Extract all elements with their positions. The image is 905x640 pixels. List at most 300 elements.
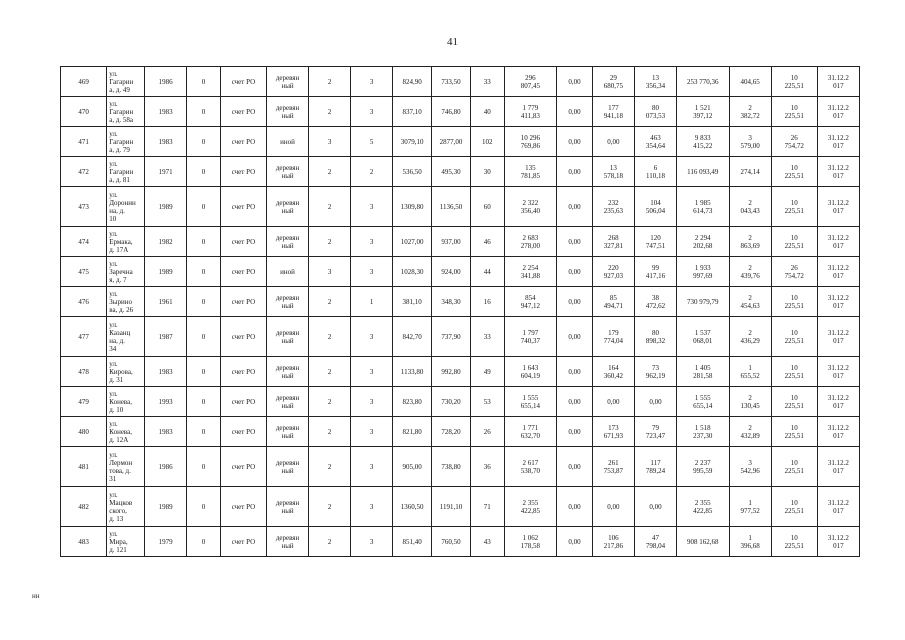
table-row [61, 487, 860, 527]
table-cell-floors: 2 [309, 527, 351, 557]
table-row [61, 127, 860, 157]
table-cell-no: 476 [61, 287, 107, 317]
table-cell-people: 40 [470, 97, 504, 127]
table-cell-year: 1986 [145, 447, 187, 487]
table-cell-zero: 0 [187, 317, 221, 357]
table-cell-fund: счет РО [220, 487, 266, 527]
table-cell-no: 482 [61, 487, 107, 527]
table-cell-c3: 0,00 [634, 387, 676, 417]
table-cell-date: 31.12.2 017 [817, 417, 859, 447]
table-cell-no: 473 [61, 187, 107, 227]
table-cell-floors: 2 [309, 187, 351, 227]
table-cell-wall: деревян ный [267, 317, 309, 357]
table-row [61, 317, 860, 357]
table-row [61, 527, 860, 557]
table-cell-fund: счет РО [220, 227, 266, 257]
table-cell-addr: ул. Зырино ва, д. 26 [107, 287, 145, 317]
table-cell-fund: счет РО [220, 527, 266, 557]
table-cell-year: 1971 [145, 157, 187, 187]
table-cell-year: 1987 [145, 317, 187, 357]
table-cell-c2: 268 327,81 [592, 227, 634, 257]
table-cell-floors: 2 [309, 387, 351, 417]
table-cell-c4: 1 518 237,30 [676, 417, 729, 447]
table-cell-date: 31.12.2 017 [817, 257, 859, 287]
table-cell-wall: деревян ный [267, 417, 309, 447]
table-cell-people: 102 [470, 127, 504, 157]
table-cell-c6: 10 225,51 [771, 157, 817, 187]
table-cell-cost: 1 555 655,14 [504, 387, 557, 417]
table-cell-fund: счет РО [220, 447, 266, 487]
table-row [61, 357, 860, 387]
table-cell-c2: 173 671,93 [592, 417, 634, 447]
table-cell-wall: деревян ный [267, 447, 309, 487]
table-cell-floors: 2 [309, 97, 351, 127]
housing-table-wrapper [60, 66, 860, 557]
table-cell-zero: 0 [187, 187, 221, 227]
table-cell-addr: ул. Гагарин а, д. 58а [107, 97, 145, 127]
table-cell-entr: 3 [351, 527, 393, 557]
table-cell-addr: ул. Конева, д. 12А [107, 417, 145, 447]
table-cell-c4: 253 770,36 [676, 67, 729, 97]
table-cell-c4: 1 521 397,12 [676, 97, 729, 127]
table-cell-zero: 0 [187, 357, 221, 387]
table-cell-date: 31.12.2 017 [817, 187, 859, 227]
footer-mark: нн [32, 592, 40, 600]
table-cell-floors: 2 [309, 417, 351, 447]
table-cell-date: 31.12.2 017 [817, 317, 859, 357]
table-cell-addr: ул. Лермон това, д. 31 [107, 447, 145, 487]
table-cell-area2: 760,50 [432, 527, 471, 557]
table-cell-people: 26 [470, 417, 504, 447]
table-cell-addr: ул. Гагарин а, д. 49 [107, 67, 145, 97]
table-cell-area1: 851,40 [393, 527, 432, 557]
table-cell-area1: 3079,10 [393, 127, 432, 157]
table-cell-fund: счет РО [220, 417, 266, 447]
table-cell-entr: 3 [351, 487, 393, 527]
table-cell-c2: 261 753,87 [592, 447, 634, 487]
table-cell-floors: 2 [309, 447, 351, 487]
table-cell-date: 31.12.2 017 [817, 97, 859, 127]
table-cell-people: 30 [470, 157, 504, 187]
table-cell-c3: 6 110,18 [634, 157, 676, 187]
table-cell-area2: 737,90 [432, 317, 471, 357]
table-cell-date: 31.12.2 017 [817, 227, 859, 257]
table-cell-c3: 38 472,62 [634, 287, 676, 317]
table-cell-year: 1989 [145, 187, 187, 227]
table-cell-floors: 2 [309, 67, 351, 97]
table-cell-c6: 10 225,51 [771, 387, 817, 417]
table-cell-year: 1986 [145, 67, 187, 97]
table-cell-fund: счет РО [220, 357, 266, 387]
table-cell-no: 478 [61, 357, 107, 387]
table-row [61, 417, 860, 447]
table-row [61, 447, 860, 487]
table-cell-c4: 1 933 997,69 [676, 257, 729, 287]
table-cell-c1: 0,00 [557, 227, 593, 257]
table-cell-c3: 117 789,24 [634, 447, 676, 487]
table-cell-no: 469 [61, 67, 107, 97]
table-cell-year: 1983 [145, 417, 187, 447]
table-cell-area2: 992,80 [432, 357, 471, 387]
table-cell-c3: 463 354,64 [634, 127, 676, 157]
table-cell-zero: 0 [187, 287, 221, 317]
table-cell-c3: 104 506,04 [634, 187, 676, 227]
table-cell-floors: 3 [309, 257, 351, 287]
table-cell-c4: 2 237 995,59 [676, 447, 729, 487]
table-row [61, 187, 860, 227]
table-cell-c5: 2 130,45 [729, 387, 771, 417]
table-cell-c2: 0,00 [592, 387, 634, 417]
table-cell-year: 1983 [145, 357, 187, 387]
table-cell-wall: иной [267, 127, 309, 157]
table-cell-c4: 908 162,68 [676, 527, 729, 557]
table-cell-c6: 10 225,51 [771, 97, 817, 127]
table-cell-cost: 2 683 278,00 [504, 227, 557, 257]
table-cell-c1: 0,00 [557, 317, 593, 357]
table-cell-c3: 120 747,51 [634, 227, 676, 257]
table-cell-fund: счет РО [220, 257, 266, 287]
table-cell-area1: 905,00 [393, 447, 432, 487]
table-cell-floors: 2 [309, 357, 351, 387]
table-cell-no: 472 [61, 157, 107, 187]
table-cell-fund: счет РО [220, 67, 266, 97]
table-cell-c4: 2 355 422,85 [676, 487, 729, 527]
table-cell-c2: 0,00 [592, 127, 634, 157]
table-row [61, 67, 860, 97]
table-cell-no: 479 [61, 387, 107, 417]
table-cell-addr: ул. Ермака, д. 17А [107, 227, 145, 257]
table-cell-addr: ул. Мацков ского, д. 13 [107, 487, 145, 527]
table-cell-c1: 0,00 [557, 527, 593, 557]
table-cell-people: 44 [470, 257, 504, 287]
table-cell-entr: 3 [351, 257, 393, 287]
table-cell-c2: 164 360,42 [592, 357, 634, 387]
table-cell-year: 1979 [145, 527, 187, 557]
table-cell-people: 33 [470, 317, 504, 357]
table-cell-area1: 842,70 [393, 317, 432, 357]
table-cell-no: 471 [61, 127, 107, 157]
table-cell-c2: 13 578,18 [592, 157, 634, 187]
table-cell-c5: 3 579,00 [729, 127, 771, 157]
table-cell-c6: 26 754,72 [771, 127, 817, 157]
table-cell-zero: 0 [187, 97, 221, 127]
table-cell-wall: деревян ный [267, 487, 309, 527]
table-cell-year: 1983 [145, 97, 187, 127]
table-cell-entr: 3 [351, 417, 393, 447]
table-cell-people: 71 [470, 487, 504, 527]
table-cell-c4: 116 093,49 [676, 157, 729, 187]
table-cell-c6: 10 225,51 [771, 357, 817, 387]
table-cell-c5: 1 977,52 [729, 487, 771, 527]
table-cell-fund: счет РО [220, 97, 266, 127]
table-cell-c2: 220 927,03 [592, 257, 634, 287]
table-cell-area2: 924,00 [432, 257, 471, 287]
table-cell-zero: 0 [187, 157, 221, 187]
table-cell-c4: 1 405 281,58 [676, 357, 729, 387]
table-cell-cost: 854 947,12 [504, 287, 557, 317]
table-cell-wall: деревян ный [267, 97, 309, 127]
table-cell-c3: 13 356,34 [634, 67, 676, 97]
table-cell-cost: 1 779 411,83 [504, 97, 557, 127]
table-cell-people: 46 [470, 227, 504, 257]
table-cell-zero: 0 [187, 127, 221, 157]
table-cell-entr: 3 [351, 387, 393, 417]
table-body [61, 67, 860, 557]
table-cell-fund: счет РО [220, 317, 266, 357]
table-cell-c5: 2 454,63 [729, 287, 771, 317]
table-cell-area2: 1191,10 [432, 487, 471, 527]
table-cell-zero: 0 [187, 67, 221, 97]
table-cell-wall: деревян ный [267, 157, 309, 187]
table-cell-year: 1961 [145, 287, 187, 317]
housing-table [60, 66, 860, 557]
table-cell-cost: 1 797 740,37 [504, 317, 557, 357]
table-cell-entr: 3 [351, 227, 393, 257]
table-cell-c4: 1 985 614,73 [676, 187, 729, 227]
table-cell-area1: 1027,00 [393, 227, 432, 257]
table-cell-entr: 3 [351, 357, 393, 387]
table-cell-area2: 738,80 [432, 447, 471, 487]
table-cell-c1: 0,00 [557, 357, 593, 387]
table-cell-c6: 10 225,51 [771, 287, 817, 317]
table-cell-area1: 837,10 [393, 97, 432, 127]
table-cell-c2: 85 494,71 [592, 287, 634, 317]
table-cell-entr: 1 [351, 287, 393, 317]
table-cell-people: 43 [470, 527, 504, 557]
table-cell-c1: 0,00 [557, 287, 593, 317]
table-cell-no: 480 [61, 417, 107, 447]
table-cell-cost: 10 296 769,86 [504, 127, 557, 157]
table-cell-cost: 2 254 341,88 [504, 257, 557, 287]
table-cell-date: 31.12.2 017 [817, 287, 859, 317]
table-cell-c1: 0,00 [557, 447, 593, 487]
table-cell-c5: 2 863,69 [729, 227, 771, 257]
table-cell-area1: 824,90 [393, 67, 432, 97]
table-cell-area2: 348,30 [432, 287, 471, 317]
table-cell-no: 477 [61, 317, 107, 357]
table-cell-entr: 3 [351, 317, 393, 357]
table-cell-cost: 296 807,45 [504, 67, 557, 97]
table-cell-area2: 728,20 [432, 417, 471, 447]
table-cell-people: 16 [470, 287, 504, 317]
page-number: 41 [447, 36, 458, 48]
table-cell-people: 49 [470, 357, 504, 387]
table-cell-fund: счет РО [220, 387, 266, 417]
table-cell-c6: 10 225,51 [771, 317, 817, 357]
table-cell-zero: 0 [187, 387, 221, 417]
table-cell-fund: счет РО [220, 157, 266, 187]
table-cell-date: 31.12.2 017 [817, 157, 859, 187]
table-cell-c5: 1 396,68 [729, 527, 771, 557]
table-cell-floors: 2 [309, 157, 351, 187]
table-cell-addr: ул. Доронин на, д. 10 [107, 187, 145, 227]
table-cell-year: 1989 [145, 257, 187, 287]
table-cell-c2: 0,00 [592, 487, 634, 527]
table-cell-addr: ул. Заречна я, д. 7 [107, 257, 145, 287]
table-cell-area2: 730,20 [432, 387, 471, 417]
table-cell-c4: 2 294 202,68 [676, 227, 729, 257]
table-row [61, 257, 860, 287]
table-cell-zero: 0 [187, 447, 221, 487]
table-cell-c6: 26 754,72 [771, 257, 817, 287]
table-cell-area2: 495,30 [432, 157, 471, 187]
table-cell-addr: ул. Гагарин а, д. 81 [107, 157, 145, 187]
table-cell-c3: 73 962,19 [634, 357, 676, 387]
table-cell-people: 36 [470, 447, 504, 487]
table-cell-entr: 3 [351, 67, 393, 97]
table-cell-cost: 2 322 356,40 [504, 187, 557, 227]
table-cell-zero: 0 [187, 487, 221, 527]
table-cell-floors: 2 [309, 487, 351, 527]
table-cell-wall: деревян ный [267, 527, 309, 557]
table-cell-area1: 1360,50 [393, 487, 432, 527]
table-cell-c5: 3 542,96 [729, 447, 771, 487]
table-cell-c3: 80 898,32 [634, 317, 676, 357]
table-cell-c4: 9 833 415,22 [676, 127, 729, 157]
table-cell-area2: 746,80 [432, 97, 471, 127]
table-cell-c1: 0,00 [557, 67, 593, 97]
table-cell-date: 31.12.2 017 [817, 527, 859, 557]
table-cell-floors: 2 [309, 287, 351, 317]
table-cell-c5: 2 432,89 [729, 417, 771, 447]
table-cell-c4: 730 979,79 [676, 287, 729, 317]
table-cell-c5: 2 382,72 [729, 97, 771, 127]
table-cell-year: 1983 [145, 127, 187, 157]
table-cell-no: 470 [61, 97, 107, 127]
table-cell-year: 1993 [145, 387, 187, 417]
table-cell-addr: ул. Конева, д. 10 [107, 387, 145, 417]
table-cell-area1: 1309,80 [393, 187, 432, 227]
table-cell-year: 1989 [145, 487, 187, 527]
table-cell-c6: 10 225,51 [771, 187, 817, 227]
table-cell-people: 53 [470, 387, 504, 417]
table-cell-area1: 381,10 [393, 287, 432, 317]
table-cell-area2: 1136,50 [432, 187, 471, 227]
table-row [61, 157, 860, 187]
table-cell-c6: 10 225,51 [771, 67, 817, 97]
table-cell-c5: 2 043,43 [729, 187, 771, 227]
table-cell-c3: 99 417,16 [634, 257, 676, 287]
table-cell-c1: 0,00 [557, 257, 593, 287]
table-cell-cost: 1 771 632,70 [504, 417, 557, 447]
table-cell-addr: ул. Мира, д. 121 [107, 527, 145, 557]
table-cell-c5: 2 439,76 [729, 257, 771, 287]
table-cell-c3: 0,00 [634, 487, 676, 527]
table-cell-people: 33 [470, 67, 504, 97]
table-cell-c4: 1 537 068,01 [676, 317, 729, 357]
table-cell-wall: деревян ный [267, 387, 309, 417]
table-cell-addr: ул. Кирова, д. 31 [107, 357, 145, 387]
table-cell-c5: 274,14 [729, 157, 771, 187]
table-cell-cost: 1 062 178,58 [504, 527, 557, 557]
table-cell-area1: 821,80 [393, 417, 432, 447]
table-cell-area1: 823,80 [393, 387, 432, 417]
table-cell-fund: счет РО [220, 187, 266, 227]
table-cell-wall: деревян ный [267, 357, 309, 387]
table-cell-area2: 733,50 [432, 67, 471, 97]
table-cell-cost: 2 617 538,70 [504, 447, 557, 487]
table-cell-addr: ул. Казанц на, д. 34 [107, 317, 145, 357]
table-cell-entr: 3 [351, 187, 393, 227]
table-cell-c5: 2 436,29 [729, 317, 771, 357]
table-cell-floors: 2 [309, 317, 351, 357]
table-cell-c1: 0,00 [557, 417, 593, 447]
table-row [61, 287, 860, 317]
table-cell-no: 474 [61, 227, 107, 257]
table-cell-zero: 0 [187, 417, 221, 447]
table-cell-c3: 80 073,53 [634, 97, 676, 127]
table-cell-c6: 10 225,51 [771, 227, 817, 257]
table-cell-floors: 2 [309, 227, 351, 257]
table-cell-wall: иной [267, 257, 309, 287]
table-cell-zero: 0 [187, 257, 221, 287]
table-cell-date: 31.12.2 017 [817, 487, 859, 527]
table-cell-zero: 0 [187, 527, 221, 557]
table-cell-floors: 3 [309, 127, 351, 157]
table-cell-entr: 3 [351, 447, 393, 487]
table-cell-area2: 2877,00 [432, 127, 471, 157]
table-cell-c5: 1 655,52 [729, 357, 771, 387]
table-cell-c6: 10 225,51 [771, 447, 817, 487]
table-cell-wall: деревян ный [267, 187, 309, 227]
table-cell-date: 31.12.2 017 [817, 387, 859, 417]
table-cell-c6: 10 225,51 [771, 417, 817, 447]
table-cell-c1: 0,00 [557, 487, 593, 527]
table-cell-entr: 2 [351, 157, 393, 187]
table-cell-people: 60 [470, 187, 504, 227]
table-cell-c2: 29 680,75 [592, 67, 634, 97]
table-cell-wall: деревян ный [267, 67, 309, 97]
table-cell-c2: 179 774,04 [592, 317, 634, 357]
table-cell-no: 481 [61, 447, 107, 487]
table-cell-c6: 10 225,51 [771, 487, 817, 527]
table-row [61, 97, 860, 127]
table-cell-c3: 47 798,04 [634, 527, 676, 557]
table-cell-cost: 135 781,85 [504, 157, 557, 187]
table-cell-entr: 3 [351, 97, 393, 127]
table-cell-area2: 937,00 [432, 227, 471, 257]
table-cell-c4: 1 555 655,14 [676, 387, 729, 417]
table-cell-date: 31.12.2 017 [817, 447, 859, 487]
table-cell-zero: 0 [187, 227, 221, 257]
table-cell-c1: 0,00 [557, 97, 593, 127]
table-cell-addr: ул. Гагарин а, д. 79 [107, 127, 145, 157]
table-cell-date: 31.12.2 017 [817, 127, 859, 157]
table-row [61, 227, 860, 257]
table-cell-c2: 106 217,86 [592, 527, 634, 557]
table-cell-entr: 5 [351, 127, 393, 157]
table-cell-no: 483 [61, 527, 107, 557]
table-cell-date: 31.12.2 017 [817, 67, 859, 97]
table-cell-c3: 79 723,47 [634, 417, 676, 447]
table-cell-wall: деревян ный [267, 227, 309, 257]
table-cell-c1: 0,00 [557, 187, 593, 227]
table-row [61, 387, 860, 417]
table-cell-c1: 0,00 [557, 157, 593, 187]
table-cell-area1: 1133,80 [393, 357, 432, 387]
table-cell-date: 31.12.2 017 [817, 357, 859, 387]
table-cell-c2: 177 941,18 [592, 97, 634, 127]
table-cell-c5: 404,65 [729, 67, 771, 97]
table-cell-no: 475 [61, 257, 107, 287]
table-cell-cost: 1 643 604,19 [504, 357, 557, 387]
table-cell-c1: 0,00 [557, 387, 593, 417]
table-cell-area1: 1028,30 [393, 257, 432, 287]
table-cell-c2: 232 235,63 [592, 187, 634, 227]
table-cell-c1: 0,00 [557, 127, 593, 157]
table-cell-year: 1982 [145, 227, 187, 257]
table-cell-wall: деревян ный [267, 287, 309, 317]
